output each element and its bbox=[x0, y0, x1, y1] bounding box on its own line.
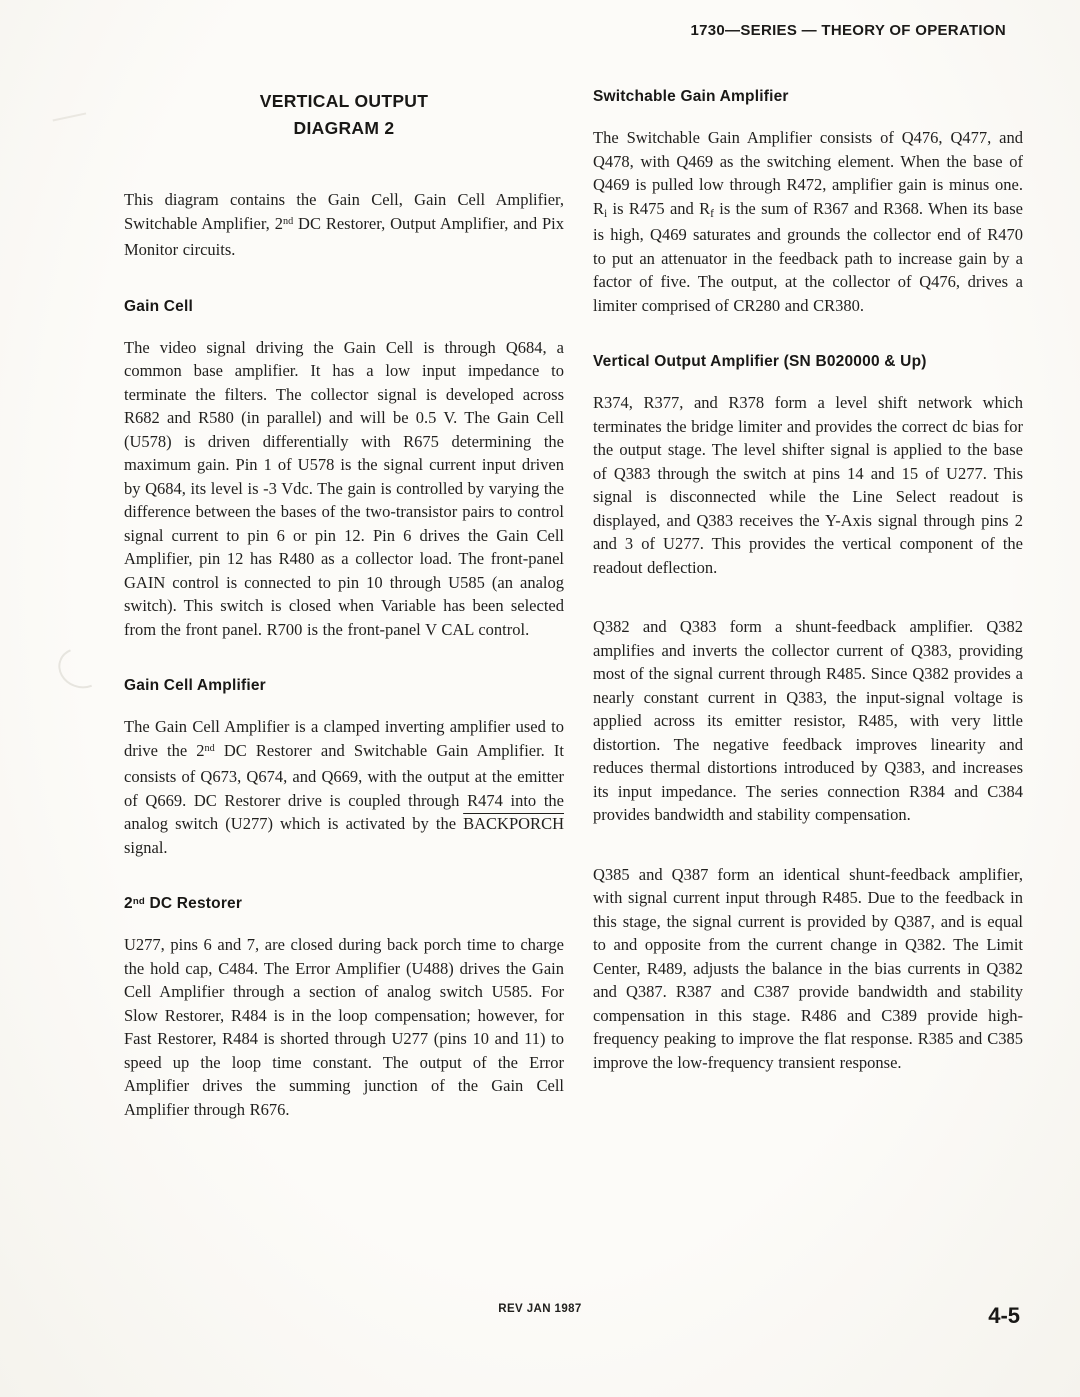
switchable-gain-paragraph bbox=[593, 126, 1023, 317]
backporch-signal-label: BACKPORCH bbox=[463, 814, 564, 834]
dcr-heading-superscript: nd bbox=[132, 895, 145, 907]
running-header: 1730—SERIES — THEORY OF OPERATION bbox=[690, 22, 1006, 39]
heading-2nd-dc-restorer bbox=[124, 895, 564, 913]
sga-subscript-i: i bbox=[604, 207, 608, 220]
gca-text-b: DC Restorer and Switchable Gain Amplifier. It consists of Q673, Q674, and Q669, with the output at the emitter of Q669. DC Restorer drive is coupled through R474 into the analog switch (U277) which is activated by the bbox=[124, 740, 564, 834]
gain-cell-amplifier-paragraph bbox=[124, 715, 564, 859]
scan-artifact bbox=[52, 109, 87, 122]
intro-text-b: DC Restorer, Output Amplifier, and Pix Monitor circuits. bbox=[124, 213, 565, 260]
gca-superscript: nd bbox=[204, 743, 215, 755]
dc-restorer-paragraph: U277, pins 6 and 7, are closed during back porch time to charge the hold cap, C484. The Error Amplifier (U488) drives the Gain Cell Amplifier through a section of analog switch U585. For Slow Restorer, R484 is in the loop compensation; however, for Fast Restorer, R484 is shorted through U277 (pins 10 and 11) to speed up the loop time constant. The output of the Error Amplifier drives the summing junction of the Gain Cell Amplifier through R676. bbox=[124, 935, 564, 1119]
vertical-output-paragraph-2: Q382 and Q383 form a shunt-feedback amplifier. Q382 amplifies and inverts the collector current of Q383, providing most of the signal current through R485. Since Q382 provides a nearly constant current in Q383, the input-signal voltage is applied across its emitter resistor, R485, with very little distortion. The negative feedback improves linearity and reduces thermal distortions introduced by Q383, and increases its input impedance. The series connection R384 and C384 provides bandwidth and stability compensation. bbox=[593, 617, 1023, 824]
gca-text-c: signal. bbox=[124, 837, 168, 857]
sga-text-c: is the sum of R367 and R368. When its base is high, Q469 saturates and grounds the collector end of R470 to put an attenuator in the feedback path to increase gain by a factor of five. The output, at the collector of Q476, drives a limiter comprised of CR280 and CR380. bbox=[593, 198, 1023, 315]
gain-cell-paragraph: The video signal driving the Gain Cell is through Q684, a common base amplifier. It has a low input impedance to terminate the filters. The collector signal is developed across R682 and R580 (in parallel) and will be 0.5 V. The Gain Cell (U578) is driven differentially with R675 determining the maximum gain. Pin 1 of U578 is the signal current input driven by Q684, its level is -3 Vdc. The gain is controlled by varying the difference between the bases of the two-transistor pairs to control signal current to pin 6 or pin 12. Pin 6 drives the Gain Cell Amplifier, pin 12 has R480 as a collector load. The front-panel GAIN control is connected to pin 10 through U585 (an analog switch). This switch is closed when Variable has been selected from the front panel. R700 is the front-panel V CAL control. bbox=[124, 337, 564, 639]
vertical-output-paragraph-1: R374, R377, and R378 form a level shift network which terminates the bridge limiter and provides the correct dc bias for the output stage. The level shifter signal is applied to the base of Q383 through the switch at pins 14 and 15 of U277. This signal is disconnected while the Line Select readout is displayed, and Q383 receives the Y-Axis signal through pins 2 and 3 of U277. This provides the vertical component of the readout deflection. bbox=[593, 393, 1023, 577]
footer-revision: REV JAN 1987 bbox=[498, 1303, 582, 1315]
document-title bbox=[124, 88, 564, 142]
intro-superscript: nd bbox=[282, 216, 294, 228]
heading-gain-cell: Gain Cell bbox=[124, 297, 193, 315]
heading-gain-cell-amplifier: Gain Cell Amplifier bbox=[124, 677, 266, 695]
left-column bbox=[124, 88, 564, 1157]
title-line-1: VERTICAL OUTPUT bbox=[259, 91, 429, 111]
heading-vertical-output-amplifier: Vertical Output Amplifier (SN B020000 & Up) bbox=[593, 353, 927, 370]
sga-text-a: The Switchable Gain Amplifier consists of Q476, Q477, and Q478, with Q469 as the switching element. When the base of Q469 is pulled low through R472, amplifier gain is minus one. R bbox=[593, 128, 1023, 218]
dcr-heading-num: 2 bbox=[124, 895, 133, 913]
scan-artifact bbox=[53, 641, 110, 694]
gca-text-a: The Gain Cell Amplifier is a clamped inverting amplifier used to drive the 2 bbox=[124, 717, 564, 760]
sga-subscript-f: f bbox=[710, 207, 714, 220]
title-line-2: DIAGRAM 2 bbox=[293, 118, 395, 139]
right-column bbox=[593, 88, 1023, 1110]
vertical-output-paragraph-3: Q385 and Q387 form an identical shunt-feedback amplifier, with signal current input through R485. Due to the feedback in this stage, the signal current is provided by Q387, and is equal to and opposite from the current change in Q382. The Limit Center, R489, adjusts the balance in the bias currents in Q382 and Q387. R387 and C387 provide bandwidth and stability compensation in this stage. R486 and C389 provide high-frequency peaking to improve the flat response. R385 and C385 improve the low-frequency transient response. bbox=[593, 864, 1023, 1072]
footer-page-number: 4-5 bbox=[988, 1303, 1020, 1328]
intro-paragraph bbox=[124, 188, 564, 262]
dcr-heading-rest: DC Restorer bbox=[144, 895, 243, 913]
heading-switchable-gain-amplifier: Switchable Gain Amplifier bbox=[593, 88, 789, 105]
intro-text-a: This diagram contains the Gain Cell, Gain Cell Amplifier, Switchable Amplifier, 2 bbox=[124, 190, 564, 233]
sga-text-b: is R475 and R bbox=[607, 198, 711, 218]
